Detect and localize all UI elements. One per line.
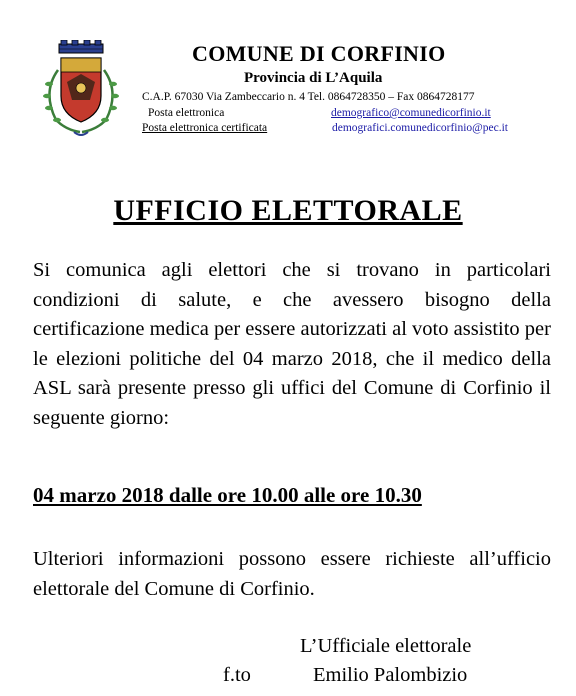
email-label: Posta elettronica <box>148 107 225 119</box>
signature-fto: f.to <box>223 664 251 686</box>
office-title: UFFICIO ELETTORALE <box>113 194 463 227</box>
pec-link[interactable]: demografici.comunedicorfinio@pec.it <box>332 122 508 134</box>
notice-paragraph: Si comunica agli elettori che si trovano in particolari condizioni di salute, e che avessero bisogno della certificazione medica per essere autorizzati al voto assistito per le elezioni politiche del 04 marzo 2018, che il medico della ASL sarà presente presso gli uffici del Comune di Corfinio il seguente giorno: <box>33 259 551 429</box>
municipal-coat-of-arms-icon <box>32 40 130 140</box>
town-name: COMUNE DI CORFINIO <box>192 41 446 66</box>
province-name: Provincia di L’Aquila <box>244 70 383 86</box>
signatory-title: L’Ufficiale elettorale <box>300 635 472 657</box>
signatory-name: Emilio Palombizio <box>313 664 468 686</box>
address-line: C.A.P. 67030 Via Zambeccario n. 4 Tel. 0864728350 – Fax 0864728177 <box>142 91 475 103</box>
pec-label: Posta elettronica certificata <box>142 122 268 134</box>
further-info-paragraph: Ulteriori informazioni possono essere richieste all’ufficio elettorale del Comune di Corfinio. <box>33 548 551 600</box>
email-link[interactable]: demografico@comunedicorfinio.it <box>331 107 491 119</box>
appointment-date-line: 04 marzo 2018 dalle ore 10.00 alle ore 10.30 <box>33 483 422 507</box>
